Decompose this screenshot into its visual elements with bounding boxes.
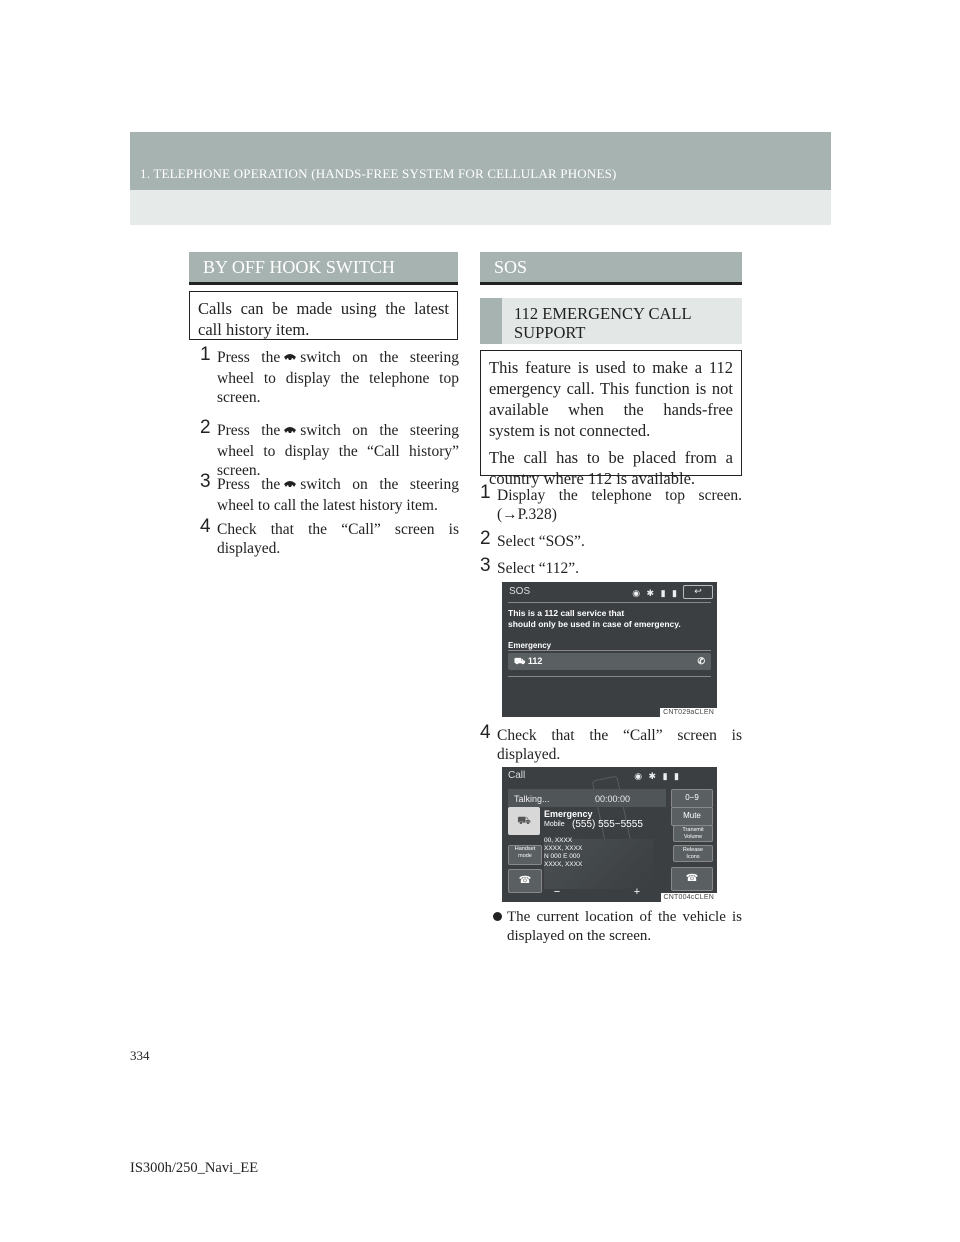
subheading-112 bbox=[480, 298, 742, 344]
button-label: Release bbox=[682, 847, 704, 853]
step-text: Check that the “Call” screen is displayed. bbox=[497, 727, 742, 763]
note-text-2: The call has to be placed from a country where 112 is available. bbox=[489, 448, 733, 488]
button-label: Icons bbox=[686, 854, 700, 860]
divider bbox=[508, 602, 711, 603]
step-text: Press the bbox=[217, 349, 281, 366]
right-step-2 bbox=[480, 528, 742, 551]
step-text: Display the telephone top screen. (→P.328) bbox=[497, 487, 742, 523]
status-bar-icons: ◉ ✱ ▮ ▮ bbox=[634, 771, 681, 781]
step-number: 1 bbox=[200, 344, 211, 365]
mute-button[interactable]: Mute bbox=[671, 807, 713, 826]
keypad-button[interactable]: 0−9 bbox=[671, 789, 713, 808]
volume-down-button[interactable]: − bbox=[553, 886, 561, 898]
note-text: Calls can be made using the latest call history item. bbox=[198, 299, 449, 339]
section-heading-sos bbox=[480, 252, 742, 285]
mobile-label: Mobile bbox=[544, 821, 565, 828]
left-step-3 bbox=[200, 471, 459, 515]
button-label: mode bbox=[518, 853, 532, 859]
phone-number: (555) 555−5555 bbox=[572, 819, 643, 830]
step-text: Press the bbox=[217, 476, 281, 493]
subheading-text: 112 EMERGENCY CALL SUPPORT bbox=[514, 304, 691, 342]
divider bbox=[508, 650, 711, 651]
sos-message-line: should only be used in case of emergency. bbox=[508, 619, 681, 629]
left-step-1 bbox=[200, 344, 459, 407]
step-number: 1 bbox=[480, 482, 491, 503]
location-line: 00, XXXX bbox=[544, 837, 573, 844]
note-box-off-hook bbox=[189, 291, 458, 340]
hang-up-icon: ☎ bbox=[518, 875, 532, 886]
section-heading-text: BY OFF HOOK SWITCH bbox=[203, 257, 395, 277]
contact-avatar-icon: ⛟ bbox=[508, 807, 540, 835]
sos-message bbox=[508, 608, 681, 630]
chapter-header bbox=[130, 132, 831, 190]
step-number: 3 bbox=[200, 471, 211, 492]
call-status: Talking... bbox=[514, 794, 550, 804]
subheading-bar bbox=[480, 298, 502, 344]
right-step-1 bbox=[480, 482, 742, 524]
right-step-3 bbox=[480, 555, 742, 578]
header-band bbox=[130, 190, 831, 225]
left-step-4 bbox=[200, 516, 459, 558]
figure-caption: CNT004cCLEN bbox=[661, 893, 717, 902]
screen-title: SOS bbox=[509, 586, 531, 597]
figure-caption: CNT029aCLEN bbox=[660, 708, 717, 717]
location-line: XXXX, XXXX bbox=[544, 861, 583, 868]
step-number: 4 bbox=[200, 516, 211, 537]
release-icons-button[interactable] bbox=[673, 845, 713, 862]
button-label: Volume bbox=[683, 834, 703, 840]
section-heading-off-hook bbox=[189, 252, 458, 285]
bullet-note bbox=[493, 908, 742, 946]
end-call-button[interactable] bbox=[671, 867, 713, 891]
transmit-volume-button[interactable] bbox=[673, 825, 713, 842]
sos-screen-screenshot bbox=[502, 582, 717, 717]
step-number: 4 bbox=[480, 722, 491, 743]
step-text: switch on the steering wheel to display the “Call history” screen. bbox=[217, 422, 459, 479]
off-hook-switch-icon bbox=[283, 350, 297, 369]
note-box-sos bbox=[480, 350, 742, 488]
page-number: 334 bbox=[130, 1048, 150, 1063]
left-step-2 bbox=[200, 417, 459, 480]
hang-up-button[interactable] bbox=[508, 869, 542, 893]
step-text: Select “112”. bbox=[497, 560, 580, 577]
step-text: Press the bbox=[217, 422, 281, 439]
handset-mode-button[interactable] bbox=[508, 845, 542, 865]
button-label: Transmit bbox=[682, 827, 704, 833]
step-number: 2 bbox=[200, 417, 211, 438]
step-text: Check that the “Call” screen is displayed. bbox=[217, 521, 459, 557]
status-bar-icons: ◉ ✱ ▮ ▮ bbox=[632, 588, 679, 598]
step-number: 3 bbox=[480, 555, 491, 576]
step-text: Select “SOS”. bbox=[497, 533, 585, 550]
divider bbox=[508, 676, 711, 677]
back-button[interactable]: ↩ bbox=[683, 585, 713, 599]
hang-up-icon: ☎ bbox=[685, 873, 699, 884]
contact-name: Emergency bbox=[544, 809, 593, 819]
emergency-section-label: Emergency bbox=[508, 641, 552, 650]
volume-up-button[interactable]: + bbox=[633, 886, 641, 898]
button-label: Handset bbox=[514, 846, 536, 852]
screen-title: Call bbox=[508, 770, 526, 781]
section-heading-text: SOS bbox=[494, 257, 528, 277]
note-text-1: This feature is used to make a 112 emergency call. This function is not available when the hands-free system is not connected. bbox=[489, 358, 733, 440]
bullet-icon bbox=[493, 912, 502, 921]
call-112-button[interactable] bbox=[508, 653, 711, 670]
call-112-label: 112 bbox=[527, 656, 543, 666]
footer-model-code: IS300h/250_Navi_EE bbox=[130, 1160, 259, 1176]
call-screen-screenshot bbox=[502, 767, 717, 902]
ambulance-icon: ⛟ bbox=[514, 656, 528, 666]
off-hook-switch-icon bbox=[283, 477, 297, 496]
chapter-title: 1. TELEPHONE OPERATION (HANDS-FREE SYSTEM FOR CELLULAR PHONES) bbox=[140, 166, 617, 181]
sos-message-line: This is a 112 call service that bbox=[508, 608, 625, 618]
call-timer: 00:00:00 bbox=[595, 794, 631, 804]
location-line: N 000 E 000 bbox=[544, 853, 581, 860]
bullet-text: The current location of the vehicle is displayed on the screen. bbox=[507, 909, 742, 944]
off-hook-switch-icon bbox=[283, 423, 297, 442]
step-text: switch on the steering wheel to display the telephone top screen. bbox=[217, 349, 459, 406]
step-text: switch on the steering wheel to call the latest history item. bbox=[217, 476, 459, 514]
step-number: 2 bbox=[480, 528, 491, 549]
phone-handset-icon: ✆ bbox=[697, 656, 705, 666]
vehicle-location bbox=[544, 837, 582, 869]
right-step-4 bbox=[480, 722, 742, 764]
location-line: XXXX, XXXX bbox=[544, 845, 583, 852]
